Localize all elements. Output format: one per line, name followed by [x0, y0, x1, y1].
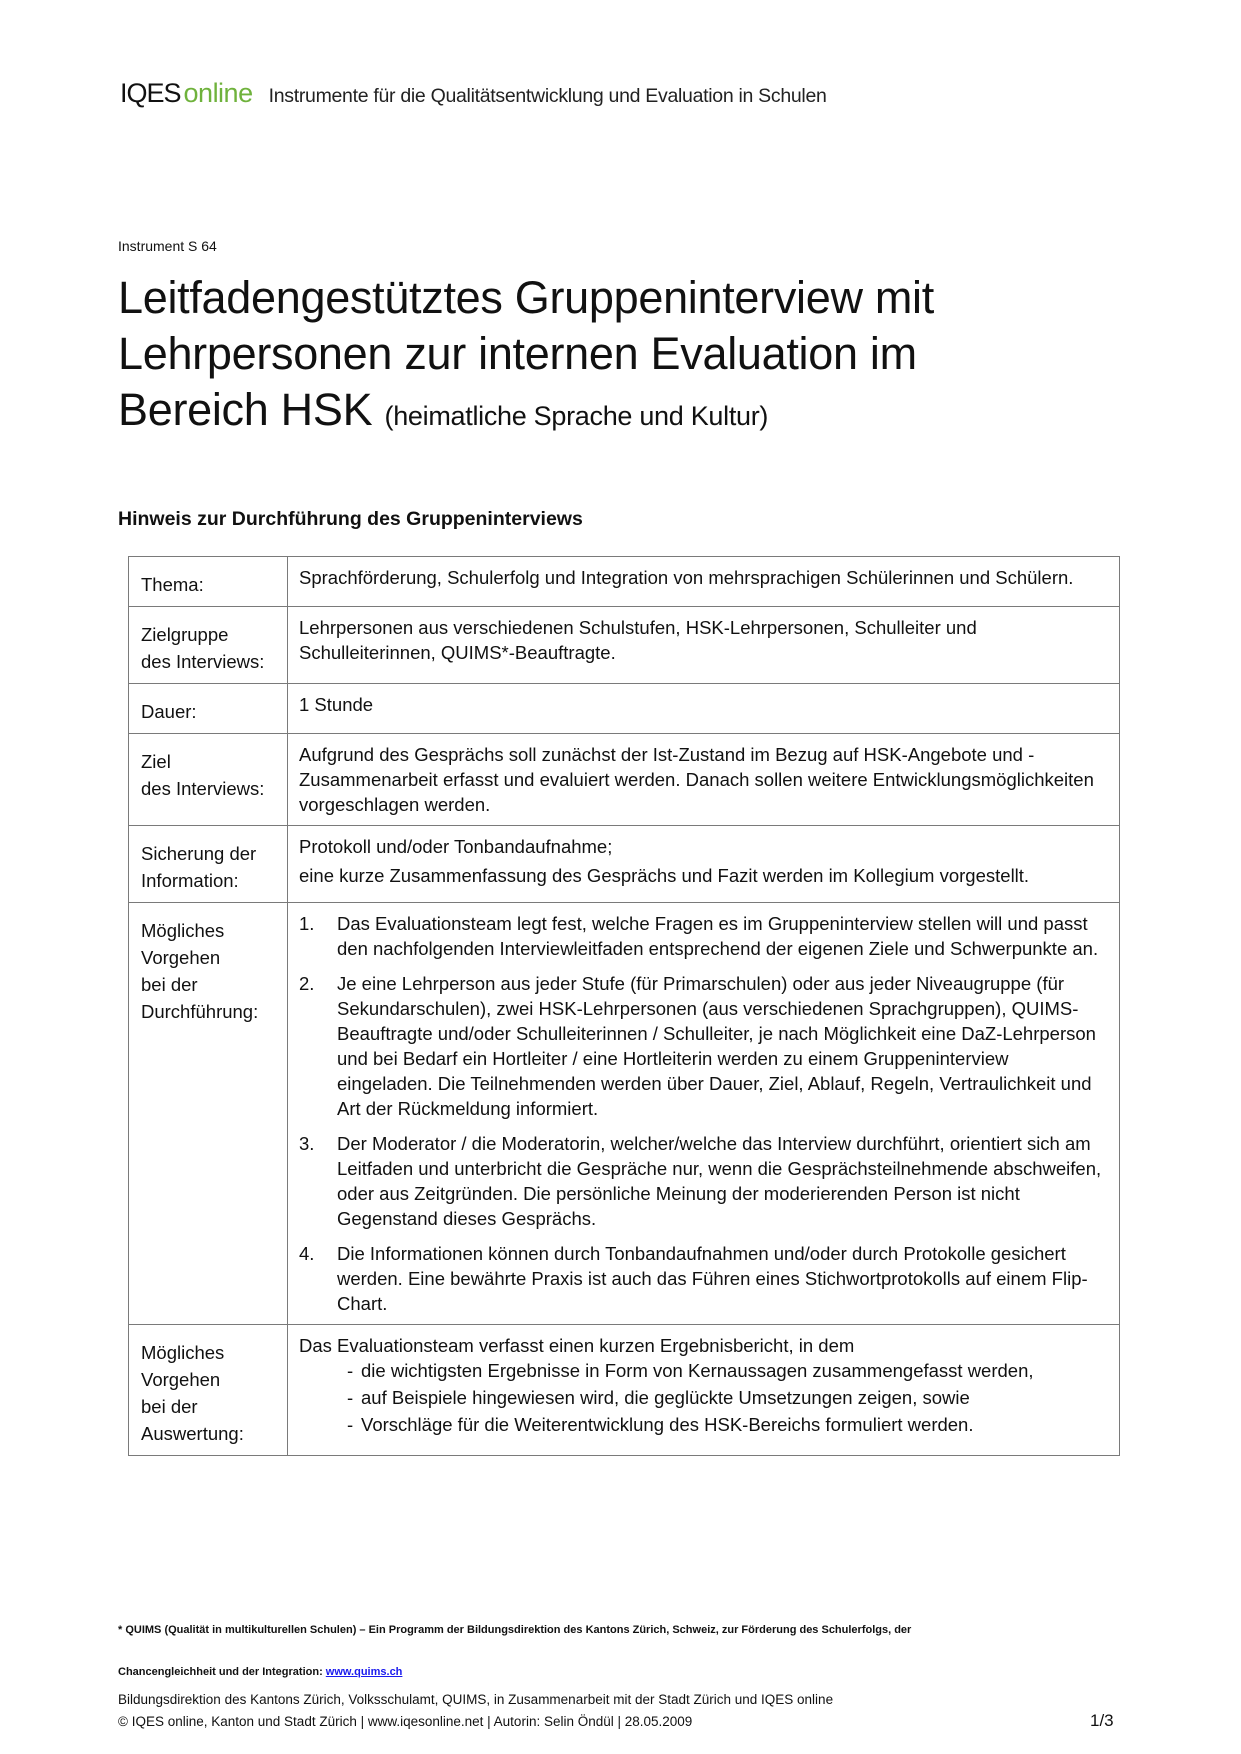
paragraph: Protokoll und/oder Tonbandaufnahme; [299, 836, 613, 857]
row-value [288, 903, 1120, 1325]
footnote-line-1: * QUIMS (Qualität in multikulturellen Schulen) – Ein Programm der Bildungsdirektion des Kantons Zürich, Schweiz, zur Förderung des Schulerfolgs, der [118, 1624, 912, 1636]
label-line: Sicherung der [141, 843, 257, 864]
dash-bullet-icon: - [347, 1414, 354, 1435]
dash-bullet-icon: - [347, 1360, 354, 1381]
title-subtitle: (heimatliche Sprache und Kultur) [384, 401, 769, 431]
table-row [129, 903, 1120, 1325]
row-value [288, 826, 1120, 903]
table-row [129, 1325, 1120, 1456]
step-text: Die Informationen können durch Tonbandaufnahmen und/oder durch Protokolle gesichert werden. Eine bewährte Praxis ist auch das Führen eines Stichwortprotokolls auf einem Flip-Chart. [337, 1243, 1088, 1314]
row-value: Sprachförderung, Schulerfolg und Integration von mehrsprachigen Schülerinnen und Schülern. [288, 557, 1120, 607]
row-value: Lehrpersonen aus verschiedenen Schulstufen, HSK-Lehrpersonen, Schulleiter und Schulleiterinnen, QUIMS*-Beauftragte. [288, 607, 1120, 684]
table-row [129, 557, 1120, 607]
list-item [299, 971, 1109, 1121]
step-number: 4. [299, 1243, 315, 1264]
page-header [120, 78, 827, 109]
footnote-text: Chancengleichheit und der Integration: [118, 1666, 326, 1678]
footnote [118, 1623, 1118, 1679]
table-row [129, 826, 1120, 903]
info-table [128, 556, 1120, 1456]
label-line: Ziel [141, 751, 171, 772]
table-row [129, 734, 1120, 826]
step-number: 2. [299, 973, 315, 994]
label-line: Mögliches [141, 920, 225, 941]
row-label [129, 903, 288, 1325]
list-item [299, 1241, 1109, 1316]
step-number: 3. [299, 1133, 315, 1154]
step-text: Je eine Lehrperson aus jeder Stufe (für Primarschulen) oder aus jeder Niveaugruppe (für Sekundarschulen), zwei HSK-Lehrpersonen (aus verschiedenen Sprachgruppen), QUIMS-Beauftragte und/oder Schulleiterinnen / Schulleiter, je nach Möglichkeit eine DaZ-Lehrperson und bei Bedarf ein Hortleiter / eine Hortleiterin werden zu einem Gruppeninterview eingeladen. Die Teilnehmenden werden über Dauer, Ziel, Ablauf, Regeln, Vertraulichkeit und Art der Rückmeldung informiert. [337, 973, 1096, 1119]
row-value: Aufgrund des Gesprächs soll zunächst der Ist-Zustand im Bezug auf HSK-Angebote und -Zusammenarbeit erfasst und evaluiert werden. Danach sollen weitere Entwicklungsmöglichkeiten vorgeschlagen werden. [288, 734, 1120, 826]
label-line: bei der [141, 1396, 198, 1417]
row-label [129, 826, 288, 903]
label-line: Zielgruppe [141, 624, 229, 645]
step-text: Der Moderator / die Moderatorin, welcher/welche das Interview durchführt, orientiert sich am Leitfaden und unterbricht die Gespräche nur, wenn die Gesprächsteilnehmende abschweifen, oder aus Zeitgründen. Die persönliche Meinung der moderierenden Person ist nicht Gegenstand dieses Gesprächs. [337, 1133, 1102, 1229]
footnote-line-2 [118, 1665, 1118, 1679]
list-item [299, 1412, 1109, 1437]
label-line: Information: [141, 870, 239, 891]
title-line-2: Lehrpersonen zur internen Evaluation im [118, 328, 917, 379]
intro-text: Das Evaluationsteam verfasst einen kurzen Ergebnisbericht, in dem [299, 1335, 855, 1356]
row-value: 1 Stunde [288, 684, 1120, 734]
step-number: 1. [299, 913, 315, 934]
label-line: des Interviews: [141, 651, 265, 672]
label-line: Mögliches [141, 1342, 225, 1363]
title-line-1: Leitfadengestütztes Gruppeninterview mit [118, 272, 934, 323]
bullet-text: die wichtigsten Ergebnisse in Form von Kernaussagen zusammengefasst werden, [361, 1360, 1034, 1381]
table-row [129, 684, 1120, 734]
dash-bullet-icon: - [347, 1387, 354, 1408]
step-text: Das Evaluationsteam legt fest, welche Fragen es im Gruppeninterview stellen will und passt den nachfolgenden Interviewleitfaden entsprechend der eigenen Ziele und Schwerpunkte an. [337, 913, 1099, 959]
page-number: 1/3 [1090, 1711, 1114, 1730]
label-line: des Interviews: [141, 778, 265, 799]
row-label: Dauer: [129, 684, 288, 734]
row-label [129, 1325, 288, 1456]
label-line: Auswertung: [141, 1423, 244, 1444]
logo-online: online [183, 78, 253, 108]
label-line: Vorgehen [141, 947, 221, 968]
section-title: Hinweis zur Durchführung des Gruppeninterviews [118, 508, 583, 530]
footer-line-2: © IQES online, Kanton und Stadt Zürich | www.iqesonline.net | Autorin: Selin Öndül | 28.05.2009 [118, 1714, 693, 1729]
label-line: Vorgehen [141, 1369, 221, 1390]
header-tagline: Instrumente für die Qualitätsentwicklung und Evaluation in Schulen [268, 85, 827, 107]
bullet-text: Vorschläge für die Weiterentwicklung des HSK-Bereichs formuliert werden. [361, 1414, 974, 1435]
row-label [129, 607, 288, 684]
label-line: Durchführung: [141, 1001, 259, 1022]
steps-list [299, 911, 1109, 1316]
list-item [299, 1358, 1109, 1383]
row-value [288, 1325, 1120, 1456]
quims-link[interactable]: www.quims.ch [325, 1666, 403, 1678]
logo-iqes: IQES [120, 78, 181, 108]
list-item [299, 1385, 1109, 1410]
row-label [129, 734, 288, 826]
list-item [299, 911, 1109, 961]
bullet-list [299, 1358, 1109, 1437]
row-label: Thema: [129, 557, 288, 607]
footer-line-1: Bildungsdirektion des Kantons Zürich, Volksschulamt, QUIMS, in Zusammenarbeit mit der Stadt Zürich und IQES online [118, 1692, 834, 1707]
title-line-3: Bereich HSK [118, 384, 373, 435]
instrument-label: Instrument S 64 [118, 238, 217, 254]
list-item [299, 1131, 1109, 1231]
label-line: bei der [141, 974, 198, 995]
table-row [129, 607, 1120, 684]
paragraph: eine kurze Zusammenfassung des Gesprächs und Fazit werden im Kollegium vorgestellt. [299, 865, 1030, 886]
bullet-text: auf Beispiele hingewiesen wird, die geglückte Umsetzungen zeigen, sowie [361, 1387, 970, 1408]
page-title [118, 270, 934, 444]
